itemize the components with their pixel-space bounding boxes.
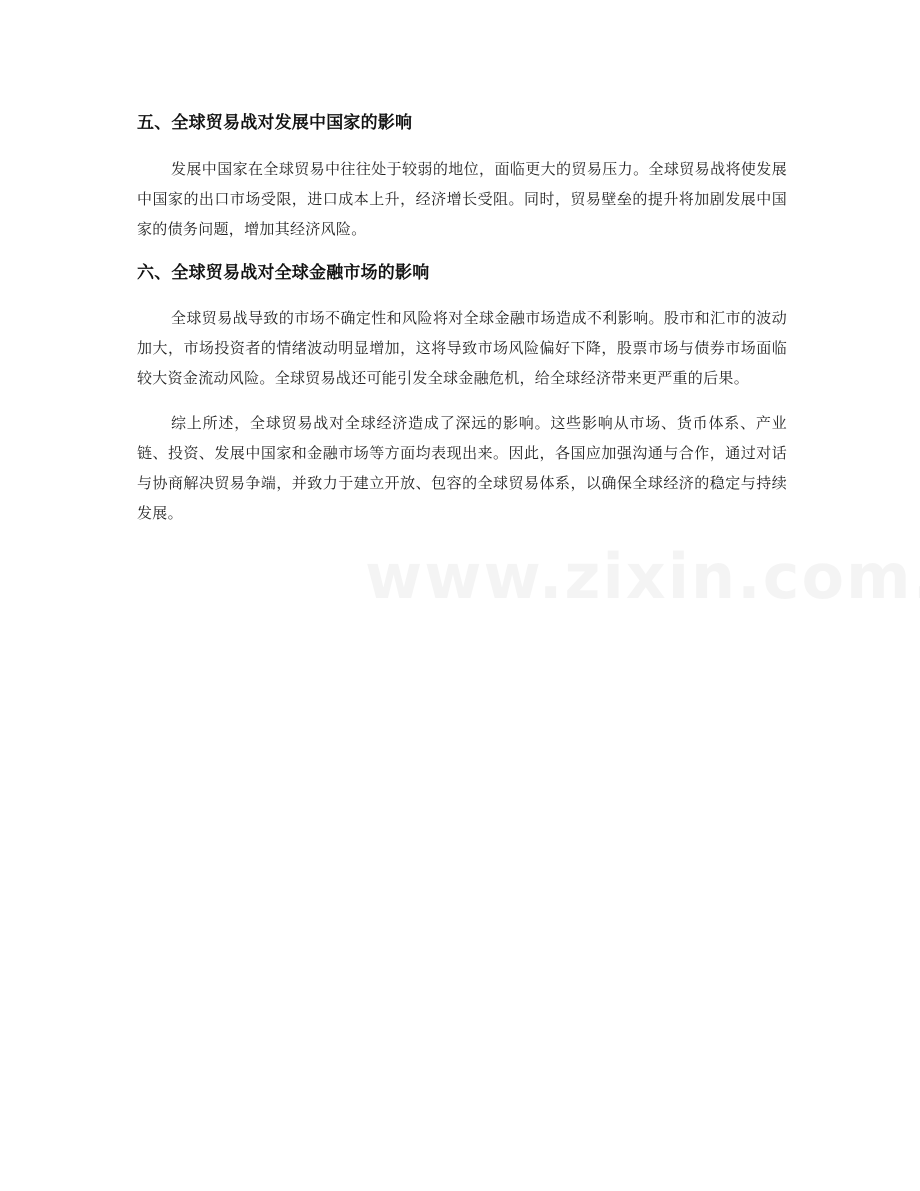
section-heading-developing-countries: 五、全球贸易战对发展中国家的影响	[137, 113, 413, 133]
paragraph-developing-countries: 发展中国家在全球贸易中往往处于较弱的地位，面临更大的贸易压力。全球贸易战将使发展中国家的出口市场受限，进口成本上升，经济增长受阻。同时，贸易壁垒的提升将加剧发展中国家的债务问题，增加其经济风险。	[137, 160, 787, 238]
section-heading-financial-markets: 六、全球贸易战对全球金融市场的影响	[137, 263, 430, 283]
watermark-text	[365, 540, 920, 613]
paragraph-financial-markets: 全球贸易战导致的市场不确定性和风险将对全球金融市场造成不利影响。股市和汇市的波动加大，市场投资者的情绪波动明显增加，这将导致市场风险偏好下降，股票市场与债券市场面临较大资金流动风险。全球贸易战还可能引发全球金融危机，给全球经济带来更严重的后果。	[137, 309, 787, 387]
document-body	[137, 108, 787, 528]
paragraph-conclusion: 综上所述，全球贸易战对全球经济造成了深远的影响。这些影响从市场、货币体系、产业链、投资、发展中国家和金融市场等方面均表现出来。因此，各国应加强沟通与合作，通过对话与协商解决贸易争端，并致力于建立开放、包容的全球贸易体系，以确保全球经济的稳定与持续发展。	[137, 414, 787, 522]
